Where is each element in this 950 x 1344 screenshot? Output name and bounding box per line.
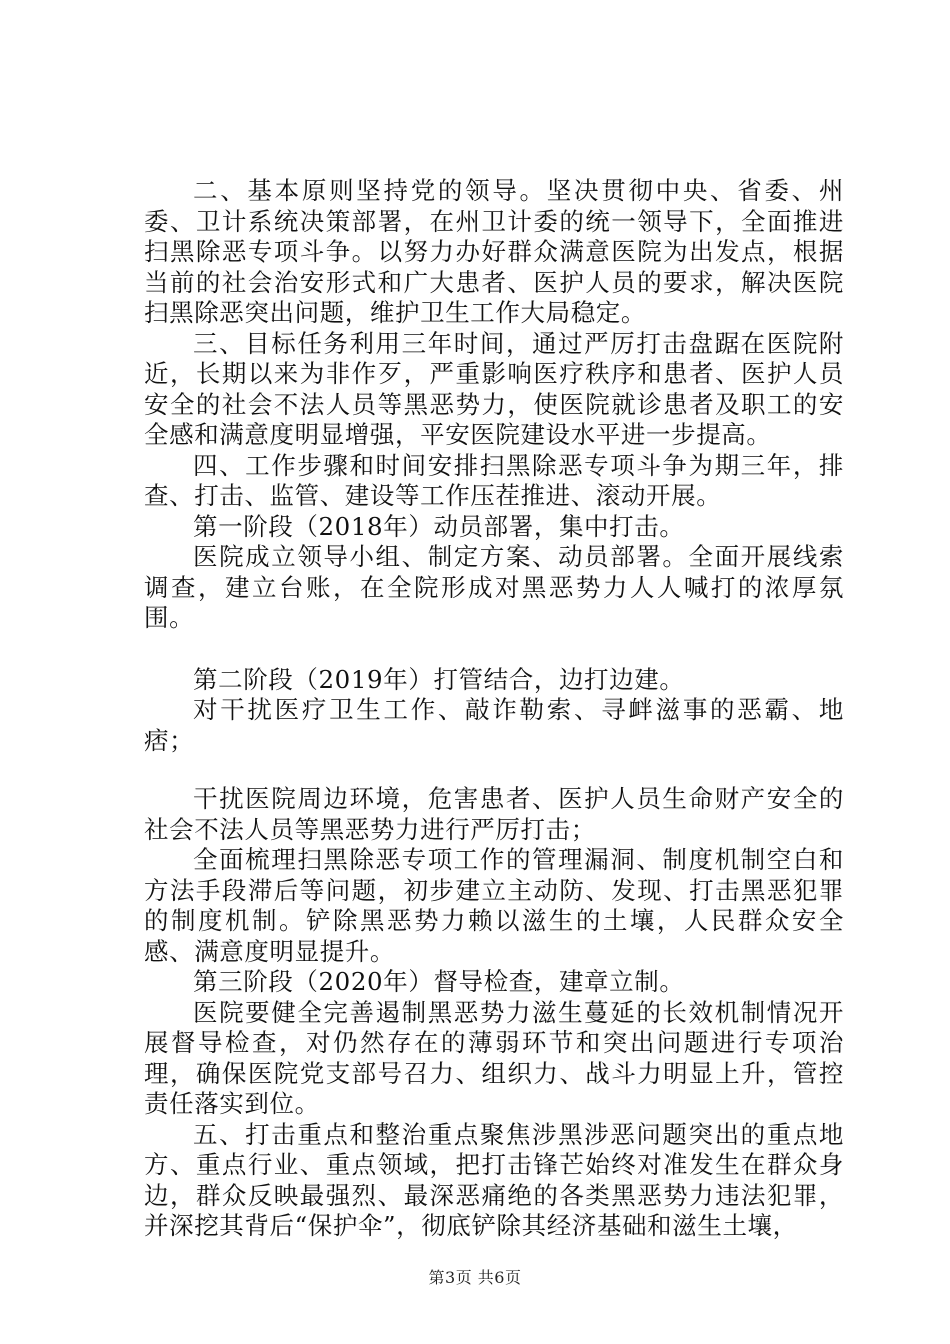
blank-line	[144, 634, 844, 665]
paragraph-stage-two-item-1: 对干扰医疗卫生工作、敲诈勒索、寻衅滋事的恶霸、地痞；	[144, 695, 844, 755]
paragraph-work-steps: 四、工作步骤和时间安排扫黑除恶专项斗争为期三年，排查、打击、监管、建设等工作压茬推进、滚动开展。	[144, 450, 844, 510]
paragraph-stage-one-body: 医院成立领导小组、制定方案、动员部署。全面开展线索调查，建立台账，在全院形成对黑恶势力人人喊打的浓厚氛围。	[144, 542, 844, 632]
paragraph-stage-two-heading: 第二阶段（2019年）打管结合，边打边建。	[193, 664, 685, 694]
page-number-footer: 第3页 共6页	[428, 1268, 522, 1287]
paragraph-stage-two-item-3: 全面梳理扫黑除恶专项工作的管理漏洞、制度机制空白和方法手段滞后等问题，初步建立主动防、发现、打击黑恶犯罪的制度机制。铲除黑恶势力赖以滋生的土壤，人民群众安全感、满意度明显提升。	[144, 845, 844, 966]
document-body	[144, 176, 844, 1242]
paragraph-stage-three-body: 医院要健全完善遏制黑恶势力滋生蔓延的长效机制情况开展督导检查，对仍然存在的薄弱环节和突出问题进行专项治理，确保医院党支部号召力、组织力、战斗力明显上升，管控责任落实到位。	[144, 997, 844, 1118]
paragraph-objectives: 三、目标任务利用三年时间，通过严厉打击盘踞在医院附近，长期以来为非作歹，严重影响医疗秩序和患者、医护人员安全的社会不法人员等黑恶势力，使医院就诊患者及职工的安全感和满意度明显增强，平安医院建设水平进一步提高。	[144, 328, 844, 449]
paragraph-key-targets: 五、打击重点和整治重点聚焦涉黑涉恶问题突出的重点地方、重点行业、重点领域，把打击锋芒始终对准发生在群众身边，群众反映最强烈、最深恶痛绝的各类黑恶势力违法犯罪，并深挖其背后“保护伞”，彻底铲除其经济基础和滋生土壤，	[144, 1119, 844, 1240]
paragraph-stage-two-item-2: 干扰医院周边环境，危害患者、医护人员生命财产安全的社会不法人员等黑恶势力进行严厉打击；	[144, 784, 844, 844]
blank-line	[144, 756, 844, 784]
paragraph-stage-one-heading: 第一阶段（2018年）动员部署，集中打击。	[193, 511, 685, 541]
paragraph-stage-three-heading: 第三阶段（2020年）督导检查，建章立制。	[193, 967, 685, 996]
paragraph-basic-principles: 二、基本原则坚持党的领导。坚决贯彻中央、省委、州委、卫计系统决策部署，在州卫计委的统一领导下，全面推进扫黑除恶专项斗争。以努力办好群众满意医院为出发点，根据当前的社会治安形式和广大患者、医护人员的要求，解决医院扫黑除恶突出问题，维护卫生工作大局稳定。	[144, 176, 844, 327]
